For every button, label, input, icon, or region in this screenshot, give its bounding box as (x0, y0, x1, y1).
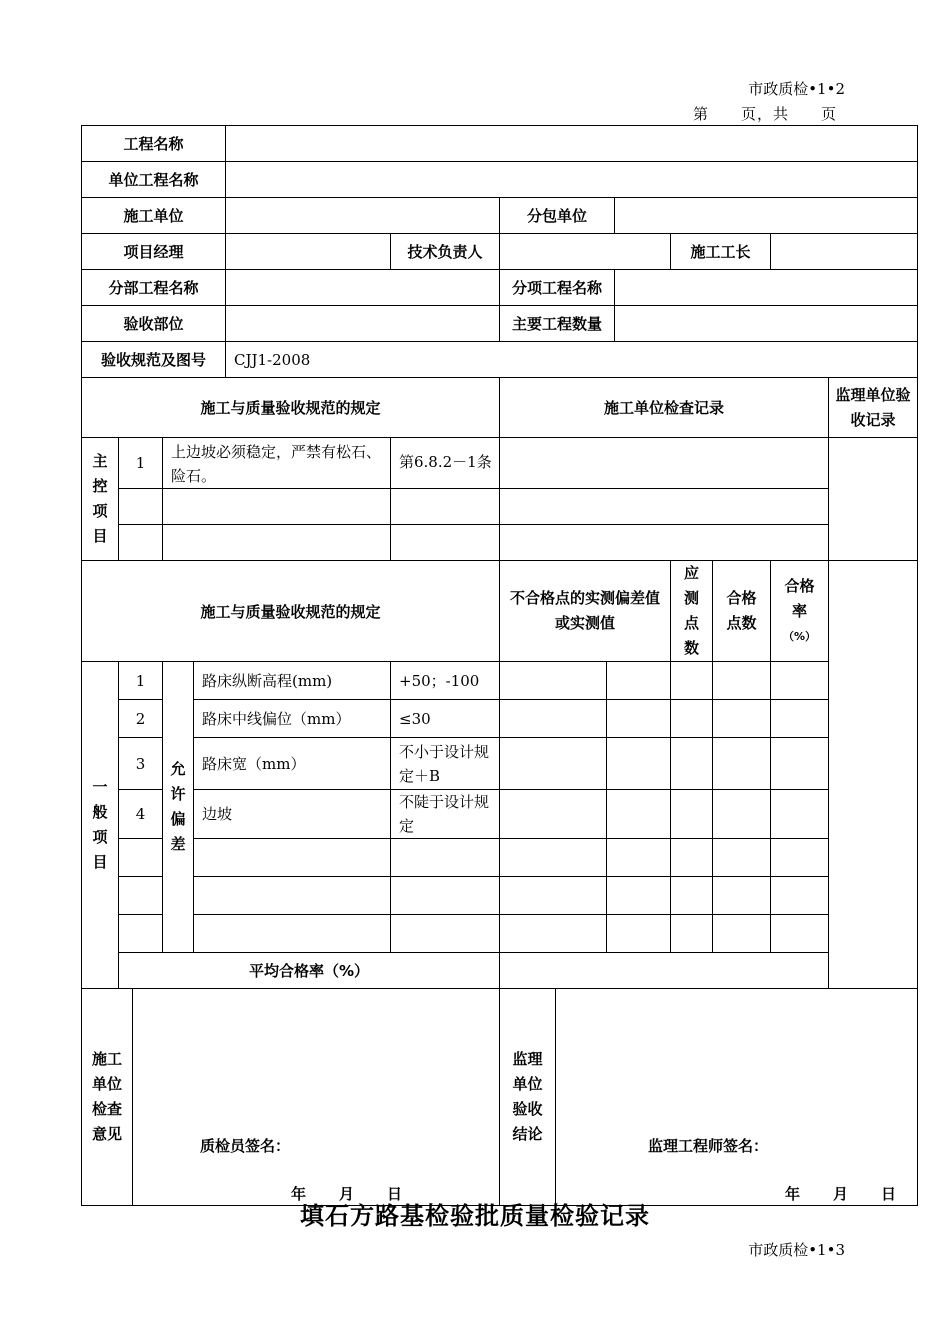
supervision-date: 年 月 日 (785, 1185, 898, 1203)
main-quantity-field[interactable] (615, 306, 918, 342)
subcontract-unit-field[interactable] (615, 198, 918, 234)
deviation-cell[interactable] (671, 700, 713, 738)
supervision-conclusion-area[interactable] (556, 989, 918, 1206)
construction-opinion-line-4: 意见 (91, 1125, 122, 1143)
unit-project-field[interactable] (226, 162, 918, 198)
pass-rate-header-text: 合格率 (784, 576, 815, 620)
general-blank-name (194, 839, 391, 877)
site-foreman-label: 施工工长 (671, 234, 771, 270)
required-points-cell[interactable] (713, 839, 771, 877)
general-category (82, 662, 119, 989)
main-spec-header: 施工与质量验收规范的规定 (82, 378, 500, 438)
general-char-1: 一 (92, 778, 108, 796)
general-item-name: 路床纵断高程(mm) (194, 662, 391, 700)
deviation-cell[interactable] (607, 662, 671, 700)
main-blank-clause (391, 525, 500, 561)
qualified-points-cell[interactable] (771, 839, 829, 877)
qualified-points-cell[interactable] (771, 790, 829, 839)
general-item-tolerance: ≤30 (391, 700, 500, 738)
deviation-cell[interactable] (500, 839, 607, 877)
main-quantity-label: 主要工程数量 (500, 306, 615, 342)
subitem-project-field[interactable] (615, 270, 918, 306)
general-supervisor-record[interactable] (829, 561, 918, 989)
general-item-no: 2 (119, 700, 163, 738)
project-name-field[interactable] (226, 126, 918, 162)
general-spec-header: 施工与质量验收规范的规定 (82, 561, 500, 662)
construction-opinion-line-3: 检查 (91, 1100, 122, 1118)
supervision-conclusion-line-1: 监理 (512, 1050, 543, 1068)
required-points-header: 应测点数 (671, 561, 713, 662)
project-manager-field[interactable] (226, 234, 391, 270)
deviation-cell[interactable] (500, 738, 607, 790)
main-control-char-2: 控 (92, 477, 108, 495)
general-blank-name (194, 915, 391, 953)
main-blank-text (163, 489, 391, 525)
deviation-cell[interactable] (607, 738, 671, 790)
deviation-cell[interactable] (671, 662, 713, 700)
qualified-points-cell[interactable] (771, 738, 829, 790)
deviation-cell[interactable] (607, 877, 671, 915)
construction-unit-field[interactable] (226, 198, 500, 234)
tolerance-char-3: 偏 (170, 810, 186, 828)
engineer-sign-label: 监理工程师签名： (648, 1137, 769, 1155)
acceptance-part-label: 验收部位 (82, 306, 226, 342)
general-blank-no (119, 877, 163, 915)
required-points-cell[interactable] (713, 790, 771, 839)
deviation-cell[interactable] (607, 915, 671, 953)
document-title: 填石方路基检验批质量检验记录 (300, 1202, 650, 1230)
construction-opinion-area[interactable] (133, 989, 500, 1206)
required-points-cell[interactable] (713, 877, 771, 915)
project-name-label: 工程名称 (82, 126, 226, 162)
construction-opinion-line-2: 单位 (91, 1075, 122, 1093)
division-project-label: 分部工程名称 (82, 270, 226, 306)
project-manager-label: 项目经理 (82, 234, 226, 270)
main-control-char-4: 目 (92, 527, 108, 545)
deviation-cell[interactable] (607, 790, 671, 839)
supervisor-record-header: 监理单位验收记录 (829, 378, 918, 438)
spec-value: CJJ1-2008 (226, 342, 918, 378)
deviation-cell[interactable] (607, 700, 671, 738)
general-blank-tolerance (391, 915, 500, 953)
supervision-conclusion-label (500, 989, 556, 1206)
main-item-check-record[interactable] (500, 438, 829, 489)
deviation-cell[interactable] (500, 915, 607, 953)
deviation-cell[interactable] (671, 738, 713, 790)
main-control-category (82, 438, 119, 561)
general-item-name: 路床中线偏位（mm） (194, 700, 391, 738)
construction-unit-label: 施工单位 (82, 198, 226, 234)
main-item-no: 1 (119, 438, 163, 489)
deviation-cell[interactable] (671, 877, 713, 915)
main-blank-record[interactable] (500, 525, 829, 561)
deviation-cell[interactable] (607, 839, 671, 877)
inspection-form (81, 125, 918, 1206)
main-item-clause: 第6.8.2－1条 (391, 438, 500, 489)
supervision-conclusion-line-4: 结论 (512, 1125, 543, 1143)
qualified-points-cell[interactable] (771, 700, 829, 738)
general-blank-name (194, 877, 391, 915)
qualified-points-cell[interactable] (771, 662, 829, 700)
construction-opinion-line-1: 施工 (91, 1050, 122, 1068)
tolerance-char-2: 许 (170, 785, 186, 803)
required-points-cell[interactable] (713, 700, 771, 738)
pass-rate-unit: （%） (782, 629, 817, 643)
general-char-2: 般 (92, 803, 108, 821)
avg-pass-rate-label: 平均合格率（%） (119, 953, 500, 989)
required-points-cell[interactable] (713, 915, 771, 953)
main-control-char-3: 项 (92, 502, 108, 520)
check-record-header: 施工单位检查记录 (500, 378, 829, 438)
spec-label: 验收规范及图号 (82, 342, 226, 378)
qualified-points-cell[interactable] (771, 915, 829, 953)
deviation-cell[interactable] (500, 662, 607, 700)
tech-lead-field[interactable] (500, 234, 671, 270)
form-code-bottom: 市政质检•1•3 (748, 1241, 845, 1259)
general-item-no: 1 (119, 662, 163, 700)
site-foreman-field[interactable] (771, 234, 918, 270)
acceptance-part-field[interactable] (226, 306, 500, 342)
main-blank-record[interactable] (500, 489, 829, 525)
main-control-char-1: 主 (92, 452, 108, 470)
construction-date: 年 月 日 (291, 1185, 404, 1203)
deviation-cell[interactable] (500, 790, 607, 839)
deviation-cell[interactable] (671, 839, 713, 877)
general-char-4: 目 (92, 853, 108, 871)
subcontract-unit-label: 分包单位 (500, 198, 615, 234)
general-item-no: 3 (119, 738, 163, 790)
tolerance-label (163, 662, 194, 953)
form-code-top: 市政质检•1•2 (748, 80, 845, 98)
page-info: 第 页，共 页 (692, 105, 837, 123)
tolerance-char-1: 允 (170, 760, 186, 778)
required-points-cell[interactable] (713, 738, 771, 790)
qualified-points-header: 合格点数 (713, 561, 771, 662)
general-item-name: 边坡 (194, 790, 391, 839)
general-char-3: 项 (92, 828, 108, 846)
tech-lead-label: 技术负责人 (391, 234, 500, 270)
subitem-project-label: 分项工程名称 (500, 270, 615, 306)
deviation-header: 不合格点的实测偏差值或实测值 (500, 561, 671, 662)
main-blank-no (119, 525, 163, 561)
inspector-sign-label: 质检员签名： (200, 1137, 291, 1155)
division-project-field[interactable] (226, 270, 500, 306)
main-item-text: 上边坡必须稳定，严禁有松石、险石。 (163, 438, 391, 489)
deviation-cell[interactable] (500, 877, 607, 915)
main-blank-no (119, 489, 163, 525)
general-blank-tolerance (391, 877, 500, 915)
construction-opinion-label (82, 989, 133, 1206)
general-item-tolerance: 不陡于设计规定 (391, 790, 500, 839)
deviation-cell[interactable] (671, 915, 713, 953)
qualified-points-cell[interactable] (771, 877, 829, 915)
supervision-conclusion-line-3: 验收 (512, 1100, 543, 1118)
unit-project-label: 单位工程名称 (82, 162, 226, 198)
general-blank-no (119, 839, 163, 877)
general-blank-tolerance (391, 839, 500, 877)
main-blank-clause (391, 489, 500, 525)
required-points-cell[interactable] (713, 662, 771, 700)
supervision-conclusion-line-2: 单位 (512, 1075, 543, 1093)
general-item-no: 4 (119, 790, 163, 839)
general-item-tolerance: 不小于设计规定＋B (391, 738, 500, 790)
main-blank-text (163, 525, 391, 561)
tolerance-char-4: 差 (170, 835, 186, 853)
general-blank-no (119, 915, 163, 953)
avg-pass-rate-value[interactable] (500, 953, 829, 989)
general-item-tolerance: +50；-100 (391, 662, 500, 700)
general-item-name: 路床宽（mm） (194, 738, 391, 790)
deviation-cell[interactable] (500, 700, 607, 738)
main-supervisor-record[interactable] (829, 438, 918, 561)
deviation-cell[interactable] (671, 790, 713, 839)
pass-rate-header (771, 561, 829, 662)
